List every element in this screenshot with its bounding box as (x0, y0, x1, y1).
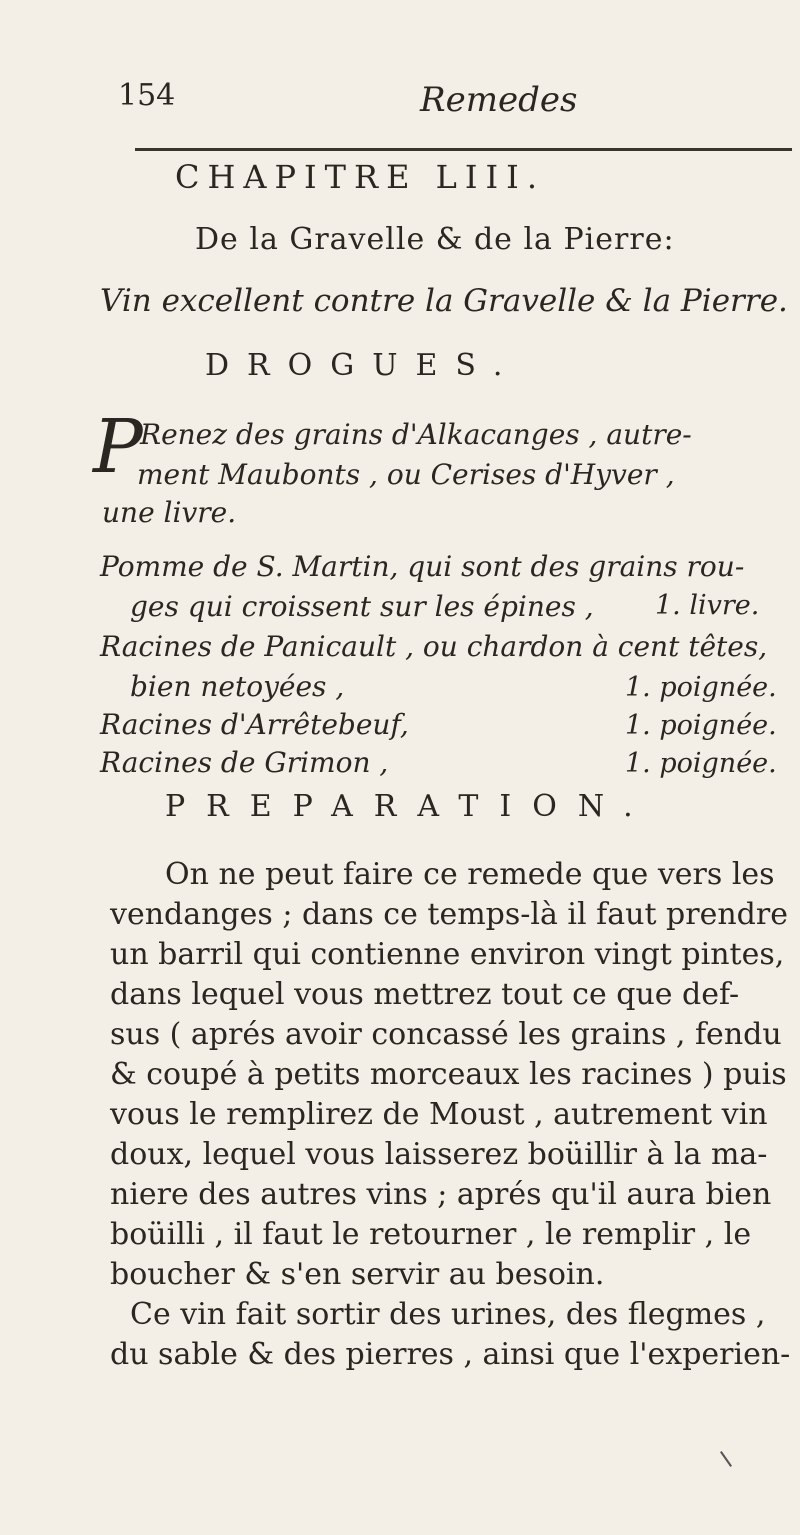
body-line-9: niere des autres vins ; aprés qu'il aura bien (110, 1177, 772, 1212)
page-number: 154 (118, 78, 176, 113)
drogues-heading: DROGUES. (205, 348, 521, 383)
body-line-3: un barril qui contienne environ vingt pintes, (110, 937, 785, 972)
body-line-1: On ne peut faire ce remede que vers les (165, 857, 775, 892)
ingredient-qty-9: 1. poignée. (625, 748, 777, 779)
body-line-8: doux, lequel vous laisserez boüillir à la ma- (110, 1137, 768, 1172)
ingredient-qty-8: 1. poignée. (625, 710, 777, 741)
ingredient-qty-7: 1. poignée. (625, 672, 777, 703)
body-line-13: du sable & des pierres , ainsi que l'experien- (110, 1337, 791, 1372)
ingredient-line-2: ment Maubonts , ou Cerises d'Hyver , (137, 458, 675, 491)
chapter-heading: CHAPITRE LIII. (175, 158, 545, 196)
body-line-5: sus ( aprés avoir concassé les grains , fendu (110, 1017, 782, 1052)
body-line-2: vendanges ; dans ce temps-là il faut prendre (110, 897, 788, 932)
stray-mark (720, 1451, 732, 1467)
body-line-4: dans lequel vous mettrez tout ce que def- (110, 977, 740, 1012)
ingredient-line-7: bien netoyées , (130, 670, 345, 703)
body-line-10: boüilli , il faut le retourner , le remplir , le (110, 1217, 752, 1252)
ingredient-qty-5: 1. livre. (655, 590, 760, 621)
ingredient-line-3: une livre. (102, 496, 237, 529)
body-line-12: Ce vin fait sortir des urines, des flegmes , (130, 1297, 766, 1332)
header-rule (135, 148, 792, 151)
preparation-heading: PREPARATION. (165, 789, 654, 824)
ingredient-line-9: Racines de Grimon , (100, 746, 389, 779)
body-line-11: boucher & s'en servir au besoin. (110, 1257, 605, 1292)
ingredient-line-5: ges qui croissent sur les épines , (130, 590, 594, 623)
ingredient-line-8: Racines d'Arrêtebeuf, (100, 708, 409, 741)
ingredient-line-4: Pomme de S. Martin, qui sont des grains rou- (100, 550, 745, 583)
ingredient-line-1: Renez des grains d'Alkacanges , autre- (140, 418, 692, 451)
ingredient-line-6: Racines de Panicault , ou chardon à cent têtes, (100, 630, 768, 663)
body-line-6: & coupé à petits morceaux les racines ) puis (110, 1057, 787, 1092)
recipe-title: Vin excellent contre la Gravelle & la Pierre. (100, 283, 788, 319)
body-line-7: vous le remplirez de Moust , autrement vin (110, 1097, 768, 1132)
chapter-subtitle: De la Gravelle & de la Pierre: (195, 222, 675, 257)
drop-cap: P (93, 404, 143, 490)
running-head: Remedes (420, 80, 578, 120)
